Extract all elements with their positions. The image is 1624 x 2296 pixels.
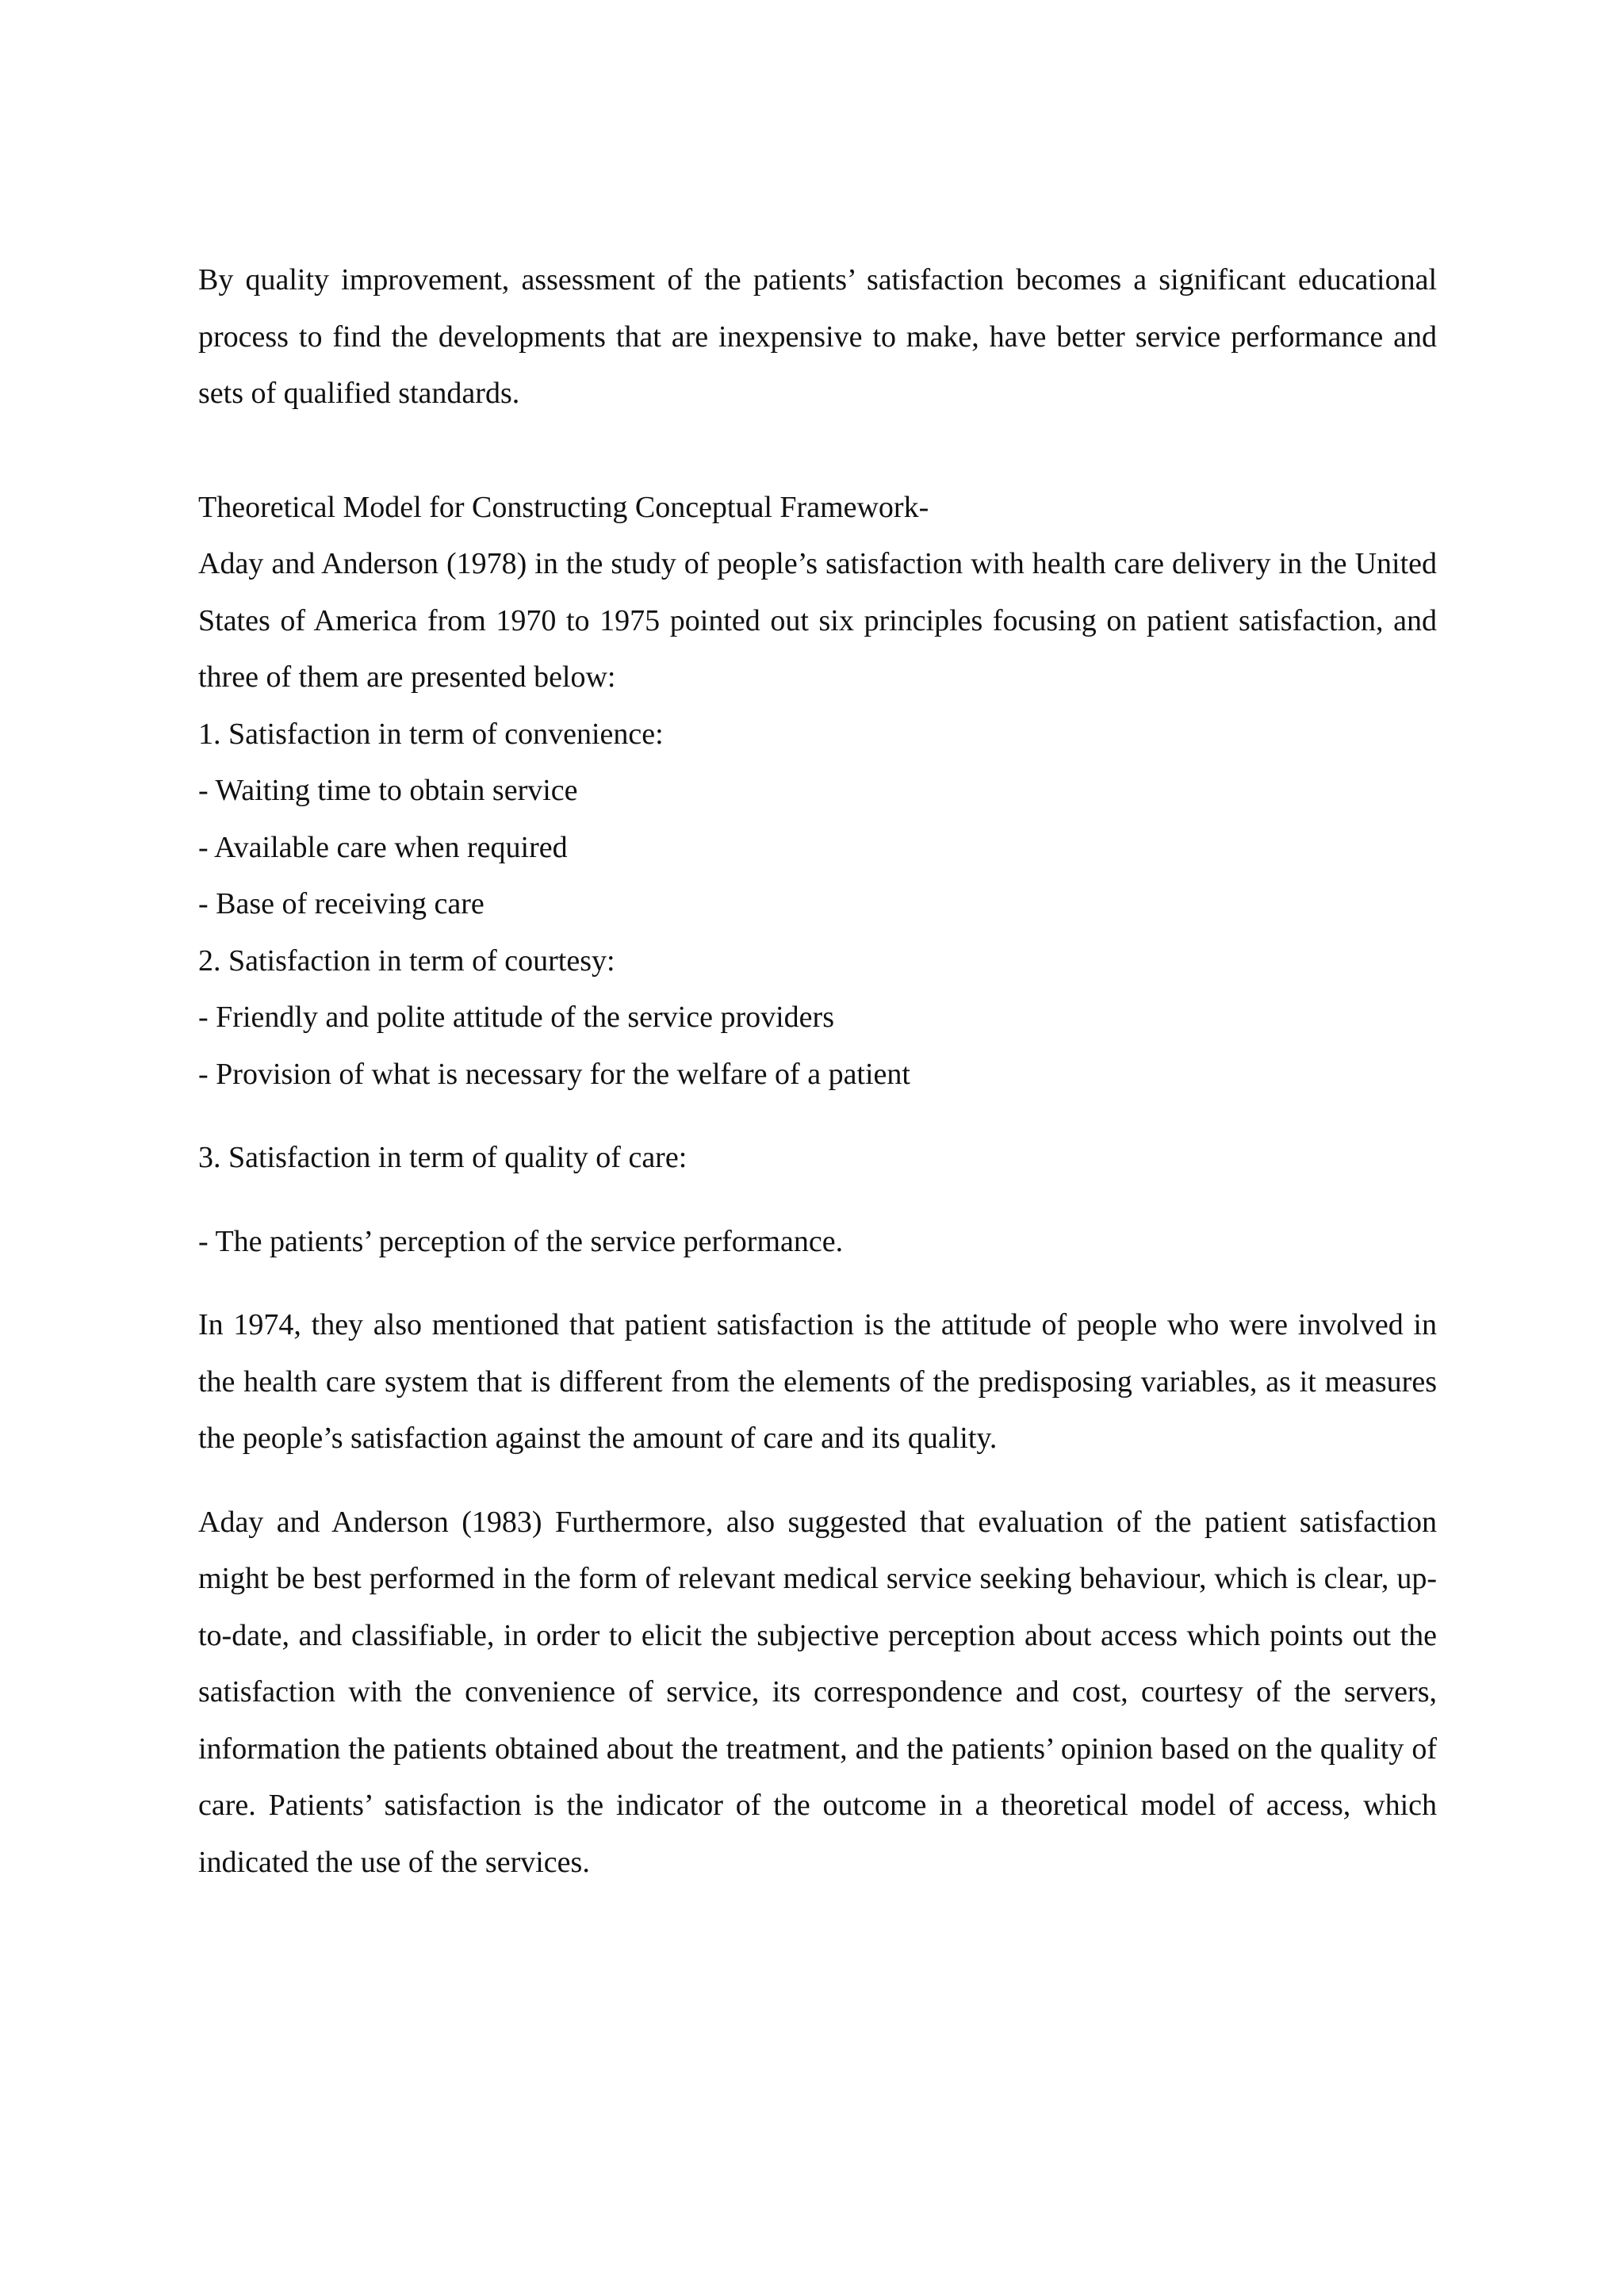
- list-item: - Friendly and polite attitude of the service providers: [198, 1001, 834, 1034]
- list-item: - Base of receiving care: [198, 887, 485, 920]
- list-spacer: [198, 1103, 1437, 1130]
- list-item: - Waiting time to obtain service: [198, 774, 578, 807]
- document-body: [198, 252, 1437, 1891]
- list-title-courtesy: 2. Satisfaction in term of courtesy:: [198, 943, 615, 978]
- list-item: - The patients’ perception of the service performance.: [198, 1224, 844, 1258]
- section-heading: Theoretical Model for Constructing Conceptual Framework-: [198, 490, 929, 524]
- aday-anderson-1983-paragraph: Aday and Anderson (1983) Furthermore, also suggested that evaluation of the patient satisfaction might be best performed in the form of relevant medical service seeking behaviour, which is clear, up-to-date, and classifiable, in order to elicit the subjective perception about access which points out the satisfaction with the convenience of service, its correspondence and cost, courtesy of the servers, information the patients obtained about the treatment, and the patients’ opinion based on the quality of care. Patients’ satisfaction is the indicator of the outcome in a theoretical model of access, which indicated the use of the services.: [198, 1505, 1437, 1879]
- year-1974-paragraph: In 1974, they also mentioned that patient satisfaction is the attitude of people who were involved in the health care system that is different from the elements of the predisposing variables, as it measures the people’s satisfaction against the amount of care and its quality.: [198, 1308, 1437, 1455]
- list-spacer: [198, 1187, 1437, 1214]
- list-item: - Provision of what is necessary for the welfare of a patient: [198, 1057, 910, 1091]
- paragraph-spacer: [198, 1270, 1437, 1297]
- list-title-convenience: 1. Satisfaction in term of convenience:: [198, 717, 664, 751]
- intro-paragraph: By quality improvement, assessment of the patients’ satisfaction becomes a significant educational process to find the developments that are inexpensive to make, have better service performance and sets of qualified standards.: [198, 263, 1437, 410]
- section-spacer: [198, 423, 1437, 480]
- list-title-quality-of-care: 3. Satisfaction in term of quality of care:: [198, 1141, 688, 1174]
- paragraph-spacer: [198, 1468, 1437, 1494]
- list-item: - Available care when required: [198, 830, 568, 864]
- aday-anderson-1978-paragraph: Aday and Anderson (1978) in the study of people’s satisfaction with health care delivery in the United States of America from 1970 to 1975 pointed out six principles focusing on patient satisfaction, and three of them are presented below:: [198, 547, 1437, 694]
